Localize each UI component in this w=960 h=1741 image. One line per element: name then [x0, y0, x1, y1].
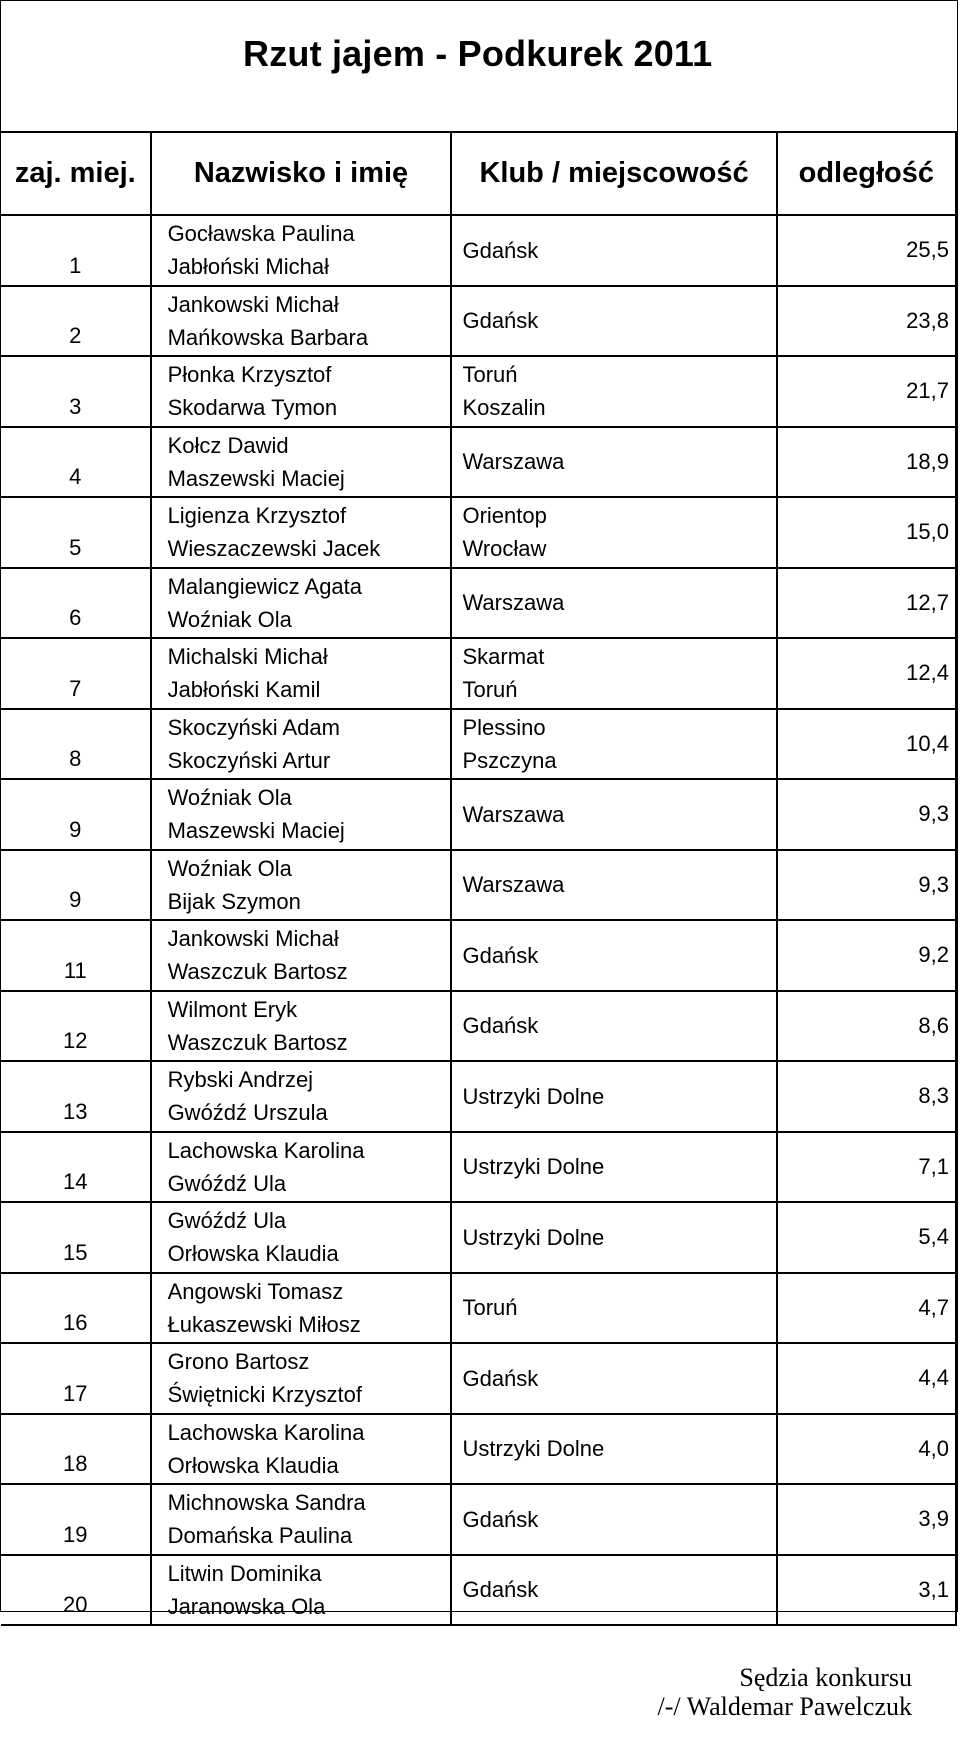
place-cell: 9: [1, 850, 151, 921]
competitor-name: Maszewski Maciej: [167, 465, 345, 491]
distance-cell: 9,3: [777, 779, 956, 850]
club-cell: [451, 1414, 776, 1485]
competitor-name: Świętnicki Krzysztof: [167, 1382, 362, 1408]
table-row: [1, 850, 956, 921]
names-cell: [151, 215, 452, 286]
club-name: Ustrzyki Dolne: [462, 1436, 605, 1462]
table-row: [1, 286, 956, 357]
competitor-name: Woźniak Ola: [167, 855, 292, 881]
table-row: [1, 356, 956, 427]
names-cell: [151, 638, 452, 709]
distance-cell: 3,9: [777, 1484, 956, 1555]
competitor-name: Waszczuk Bartosz: [167, 959, 348, 985]
club-name: Warszawa: [462, 872, 565, 898]
club-cell: [451, 1132, 776, 1203]
names-cell: [151, 427, 452, 498]
competitor-name: Bijak Szymon: [167, 888, 301, 914]
club-name: Ustrzyki Dolne: [462, 1224, 605, 1250]
club-name: Warszawa: [462, 590, 565, 616]
club-name: Warszawa: [462, 449, 565, 475]
names-cell: [151, 991, 452, 1062]
distance-cell: 21,7: [777, 356, 956, 427]
club-name: Toruń: [462, 677, 518, 703]
distance-cell: 9,3: [777, 850, 956, 921]
club-name: Koszalin: [462, 395, 546, 421]
names-cell: [151, 1202, 452, 1273]
competitor-name: Michnowska Sandra: [167, 1490, 366, 1516]
table-row: [1, 1202, 956, 1273]
club-name: Gdańsk: [462, 237, 539, 263]
competitor-name: Orłowska Klaudia: [167, 1241, 339, 1267]
names-cell: [151, 920, 452, 991]
table-row: [1, 1414, 956, 1485]
table-row: [1, 1343, 956, 1414]
club-name: Pszczyna: [462, 747, 557, 773]
club-cell: [451, 991, 776, 1062]
competitor-name: Jankowski Michał: [167, 291, 339, 317]
place-cell: 17: [1, 1343, 151, 1414]
judge-title: Sędzia konkursu: [739, 1663, 912, 1692]
competitor-name: Skodarwa Tymon: [167, 395, 338, 421]
distance-cell: 15,0: [777, 497, 956, 568]
place-cell: 9: [1, 779, 151, 850]
place-cell: 15: [1, 1202, 151, 1273]
competitor-name: Woźniak Ola: [167, 785, 292, 811]
club-cell: [451, 638, 776, 709]
names-cell: [151, 1555, 452, 1626]
competitor-name: Orłowska Klaudia: [167, 1452, 339, 1478]
competitor-name: Płonka Krzysztof: [167, 362, 332, 388]
competitor-name: Gwóźdź Ula: [167, 1170, 287, 1196]
competitor-name: Wilmont Eryk: [167, 996, 298, 1022]
club-cell: [451, 1484, 776, 1555]
names-cell: [151, 1484, 452, 1555]
club-name: Warszawa: [462, 801, 565, 827]
distance-cell: 4,0: [777, 1414, 956, 1485]
club-cell: [451, 568, 776, 639]
club-cell: [451, 920, 776, 991]
place-cell: 1: [1, 215, 151, 286]
header-club: Klub / miejscowość: [451, 133, 776, 215]
competitor-name: Jankowski Michał: [167, 926, 339, 952]
club-name: Gdańsk: [462, 308, 539, 334]
table-row: [1, 568, 956, 639]
competitor-name: Maszewski Maciej: [167, 818, 345, 844]
club-cell: [451, 850, 776, 921]
names-cell: [151, 568, 452, 639]
place-cell: 18: [1, 1414, 151, 1485]
distance-cell: 18,9: [777, 427, 956, 498]
place-cell: 5: [1, 497, 151, 568]
competitor-name: Kołcz Dawid: [167, 432, 289, 458]
competitor-name: Lachowska Karolina: [167, 1137, 365, 1163]
club-cell: [451, 427, 776, 498]
distance-cell: 7,1: [777, 1132, 956, 1203]
judge-signature: [658, 1663, 912, 1721]
competitor-name: Mańkowska Barbara: [167, 324, 369, 350]
club-name: Skarmat: [462, 644, 545, 670]
competitor-name: Waszczuk Bartosz: [167, 1029, 348, 1055]
distance-cell: 8,3: [777, 1061, 956, 1132]
place-cell: 7: [1, 638, 151, 709]
distance-cell: 4,4: [777, 1343, 956, 1414]
names-cell: [151, 1061, 452, 1132]
header-row: [1, 133, 956, 215]
competitor-name: Skoczyński Adam: [167, 714, 340, 740]
competitor-name: Litwin Dominika: [167, 1560, 322, 1586]
names-cell: [151, 1273, 452, 1344]
place-cell: 14: [1, 1132, 151, 1203]
distance-cell: 5,4: [777, 1202, 956, 1273]
names-cell: [151, 356, 452, 427]
table-row: [1, 215, 956, 286]
club-name: Gdańsk: [462, 1365, 539, 1391]
names-cell: [151, 779, 452, 850]
place-cell: 16: [1, 1273, 151, 1344]
place-cell: 20: [1, 1555, 151, 1626]
competitor-name: Gocławska Paulina: [167, 221, 355, 247]
competitor-name: Skoczyński Artur: [167, 747, 331, 773]
header-name: Nazwisko i imię: [151, 133, 452, 215]
table-row: [1, 427, 956, 498]
club-cell: [451, 1061, 776, 1132]
competitor-name: Łukaszewski Miłosz: [167, 1311, 361, 1337]
competitor-name: Gwóźdź Ula: [167, 1208, 287, 1234]
club-name: Orientop: [462, 503, 547, 529]
club-name: Toruń: [462, 362, 518, 388]
place-cell: 3: [1, 356, 151, 427]
club-cell: [451, 497, 776, 568]
place-cell: 6: [1, 568, 151, 639]
table-row: [1, 709, 956, 780]
names-cell: [151, 1132, 452, 1203]
club-cell: [451, 286, 776, 357]
page-title: Rzut jajem - Podkurek 2011: [243, 33, 713, 74]
club-cell: [451, 356, 776, 427]
table-row: [1, 638, 956, 709]
names-cell: [151, 497, 452, 568]
names-cell: [151, 1414, 452, 1485]
distance-cell: 23,8: [777, 286, 956, 357]
distance-cell: 12,4: [777, 638, 956, 709]
place-cell: 11: [1, 920, 151, 991]
place-cell: 8: [1, 709, 151, 780]
table-row: [1, 1484, 956, 1555]
club-name: Ustrzyki Dolne: [462, 1154, 605, 1180]
competitor-name: Woźniak Ola: [167, 606, 292, 632]
table-row: [1, 779, 956, 850]
place-cell: 2: [1, 286, 151, 357]
club-name: Ustrzyki Dolne: [462, 1083, 605, 1109]
names-cell: [151, 850, 452, 921]
header-place: zaj. miej.: [1, 133, 151, 215]
club-cell: [451, 1343, 776, 1414]
distance-cell: 12,7: [777, 568, 956, 639]
competitor-name: Ligienza Krzysztof: [167, 503, 347, 529]
table-row: [1, 1132, 956, 1203]
header-distance: odległość: [777, 133, 956, 215]
distance-cell: 4,7: [777, 1273, 956, 1344]
competitor-name: Grono Bartosz: [167, 1349, 310, 1375]
competitor-name: Angowski Tomasz: [167, 1278, 344, 1304]
club-cell: [451, 1202, 776, 1273]
table-row: [1, 497, 956, 568]
competitor-name: Michalski Michał: [167, 644, 328, 670]
distance-cell: 10,4: [777, 709, 956, 780]
competitor-name: Jaranowska Ola: [167, 1593, 326, 1619]
title-bar: [1, 1, 957, 133]
distance-cell: 9,2: [777, 920, 956, 991]
club-cell: [451, 709, 776, 780]
competitor-name: Jabłoński Kamil: [167, 677, 321, 703]
competitor-name: Rybski Andrzej: [167, 1067, 314, 1093]
distance-cell: 8,6: [777, 991, 956, 1062]
table-row: [1, 1061, 956, 1132]
club-name: Plessino: [462, 714, 546, 740]
judge-name: /-/ Waldemar Pawelczuk: [657, 1692, 912, 1721]
club-cell: [451, 1555, 776, 1626]
table-row: [1, 1555, 956, 1626]
table-row: [1, 991, 956, 1062]
competitor-name: Jabłoński Michał: [167, 254, 329, 280]
competitor-name: Lachowska Karolina: [167, 1419, 365, 1445]
club-name: Gdańsk: [462, 1506, 539, 1532]
place-cell: 12: [1, 991, 151, 1062]
competitor-name: Wieszaczewski Jacek: [167, 536, 381, 562]
competitor-name: Gwóźdź Urszula: [167, 1100, 328, 1126]
place-cell: 19: [1, 1484, 151, 1555]
names-cell: [151, 709, 452, 780]
club-name: Gdańsk: [462, 942, 539, 968]
names-cell: [151, 286, 452, 357]
club-cell: [451, 779, 776, 850]
club-name: Gdańsk: [462, 1013, 539, 1039]
distance-cell: 3,1: [777, 1555, 956, 1626]
competitor-name: Malangiewicz Agata: [167, 573, 363, 599]
table-row: [1, 1273, 956, 1344]
club-cell: [451, 215, 776, 286]
distance-cell: 25,5: [777, 215, 956, 286]
club-name: Gdańsk: [462, 1577, 539, 1603]
names-cell: [151, 1343, 452, 1414]
club-name: Toruń: [462, 1295, 518, 1321]
table-row: [1, 920, 956, 991]
results-table: [1, 133, 957, 1626]
competitor-name: Domańska Paulina: [167, 1523, 353, 1549]
place-cell: 4: [1, 427, 151, 498]
club-name: Wrocław: [462, 536, 547, 562]
club-cell: [451, 1273, 776, 1344]
place-cell: 13: [1, 1061, 151, 1132]
